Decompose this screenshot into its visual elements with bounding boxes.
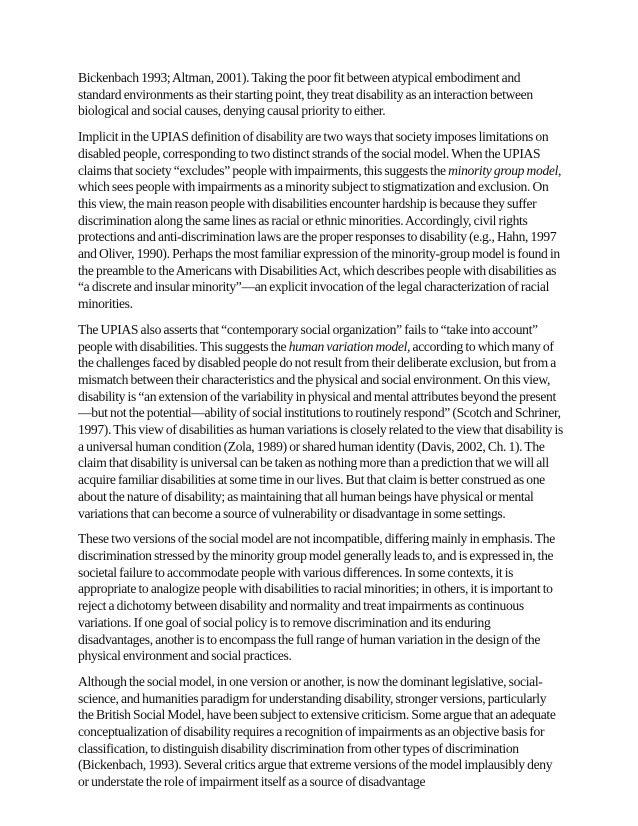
paragraph-3 — [78, 322, 564, 522]
paragraph-2 — [78, 129, 564, 313]
paragraph-3-text-b: according to which many of the challenges faced by disabled people do not result from their deliberate exclusion, but from a mismatch between their characteristics and the physical and social environment. On this view, disability is “an extension of the variability in physical and mental attributes beyond the present—but not the potential—ability of social institutions to routinely respond” (Scotch and Schriner, 1997). This view of disabilities as human variations is closely related to the view that disability is a universal human condition (Zola, 1989) or shared human identity (Davis, 2002, Ch. 1). The claim that disability is universal can be taken as nothing more than a prediction that we will all acquire familiar disabilities at some time in our lives. But that claim is better construed as one about the nature of disability; as maintaining that all human beings have physical or mental variations that can become a source of vulnerability or disadvantage in some settings. — [78, 338, 563, 521]
paragraph-1 — [78, 70, 564, 120]
paragraph-4 — [78, 531, 564, 665]
document-page — [78, 70, 564, 800]
paragraph-5-text: Although the social model, in one version or another, is now the dominant legislative, social-science, and humanities paradigm for understanding disability, stronger versions, particularly the British Social Model, have been subject to extensive criticism. Some argue that an adequate conceptualization of disability requires a recognition of impairments as an objective basis for classification, to distinguish disability discrimination from other types of discrimination (Bickenbach, 1993). Several critics argue that extreme versions of the model implausibly deny or understate the role of impairment itself as a source of disadvantage — [78, 673, 556, 790]
paragraph-3-text-a: The UPIAS also asserts that “contemporary social organization” fails to “take into account” people with disabilities. This suggests the — [78, 321, 538, 354]
paragraph-4-text: These two versions of the social model are not incompatible, differing mainly in emphasis. The discrimination stressed by the minority group model generally leads to, and is expressed in, the societal failure to accommodate people with various differences. In some contexts, it is appropriate to analogize people with disabilities to racial minorities; in others, it is important to reject a dichotomy between disability and normality and treat impairments as continuous variations. If one goal of social policy is to remove discrimination and its enduring disadvantages, another is to encompass the full range of human variation in the design of the physical environment and social practices. — [78, 531, 555, 664]
minority-group-model-term: minority group model — [448, 162, 559, 178]
human-variation-model-term: human variation model, — [288, 338, 411, 354]
paragraph-2-text-b: , which sees people with impairments as a minority subject to stigmatization and exclusion. On this view, the main reason people with disabilities encounter hardship is because they suffer discrimination along the same lines as racial or ethnic minorities. Accordingly, civil rights protections and anti-discrimination laws are the proper responses to disability (e.g., Hahn, 1997 and Oliver, 1990). Perhaps the most familiar expression of the minority-group model is found in the preamble to the Americans with Disabilities Act, which describes people with disabilities as “a discrete and insular minority”—an explicit invocation of the legal characterization of racial minorities. — [78, 162, 562, 312]
paragraph-1-text: Bickenbach 1993; Altman, 2001). Taking the poor fit between atypical embodiment and standard environments as their starting point, they treat disability as an interaction between biological and social causes, denying causal priority to either. — [78, 70, 533, 119]
paragraph-5 — [78, 674, 564, 791]
paragraph-2-text-a: Implicit in the UPIAS definition of disability are two ways that society imposes limitations on disabled people, corresponding to two distinct strands of the social model. When the UPIAS claims that society “excludes” people with impairments, this suggests the — [78, 129, 549, 178]
